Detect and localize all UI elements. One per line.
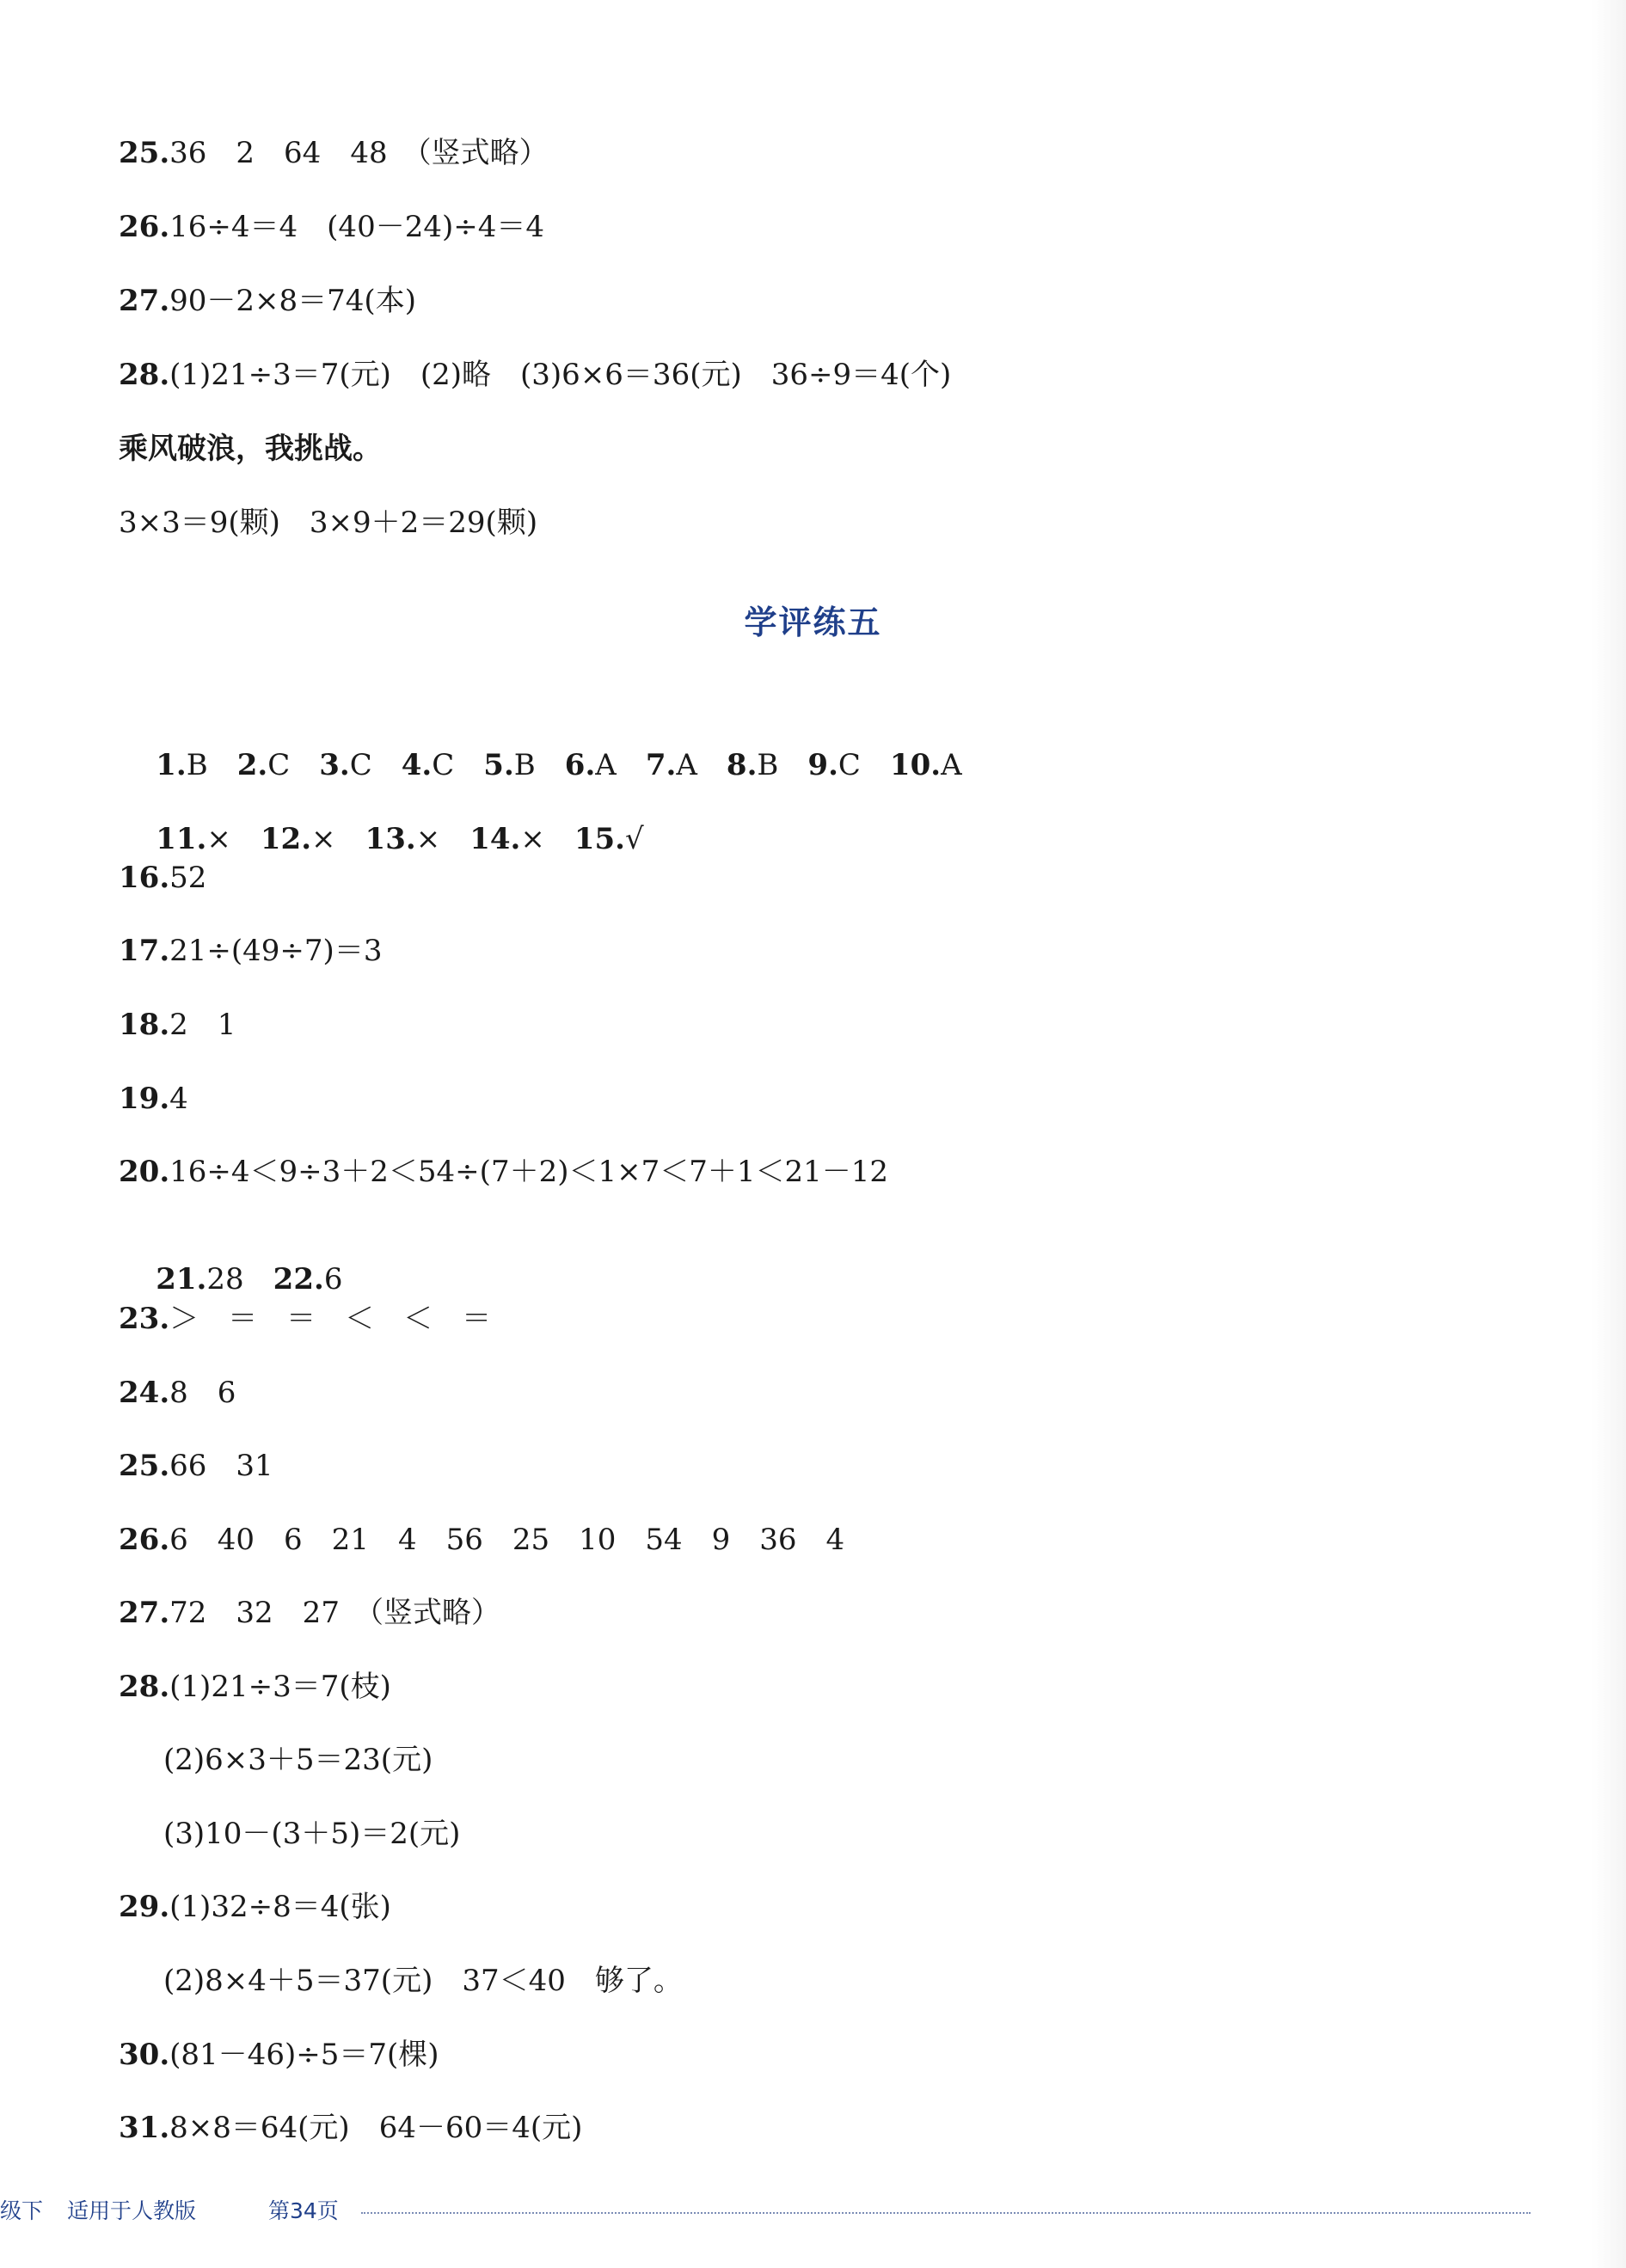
answer-text: C [838, 748, 890, 782]
answer-line [119, 1596, 500, 1630]
answer-text: C [349, 748, 402, 782]
answer-text: (3)10－(3＋5)＝2(元) [163, 1817, 461, 1851]
answer-text: 36 2 64 48 （竖式略） [169, 136, 549, 170]
question-number: 1. [156, 748, 187, 782]
answer-text: 90－2×8＝74(本) [169, 284, 416, 318]
answer-text: 4 [169, 1082, 188, 1116]
question-number: 6. [564, 748, 596, 782]
question-number: 20. [119, 1155, 170, 1189]
answer-line [119, 1008, 236, 1042]
answer-text: × [520, 822, 574, 856]
question-number: 17. [119, 934, 170, 968]
answer-line [119, 358, 951, 392]
question-number: 24. [119, 1376, 170, 1410]
question-number: 15. [574, 822, 626, 856]
question-number: 13. [365, 822, 416, 856]
question-number: 30. [119, 2038, 170, 2072]
answer-text: A [676, 748, 727, 782]
answer-text: B [757, 748, 808, 782]
question-number: 27. [119, 1596, 170, 1630]
answer-text: 66 31 [169, 1449, 273, 1483]
question-number: 10. [889, 748, 942, 782]
question-number: 28. [119, 358, 170, 392]
question-number: 5. [483, 748, 514, 782]
answer-text: × [206, 822, 261, 856]
question-number: 12. [260, 822, 312, 856]
question-number: 7. [645, 748, 677, 782]
question-number: 27. [119, 284, 170, 318]
answer-subline [163, 1743, 433, 1777]
challenge-answer: 3×3＝9(颗) 3×9＋2＝29(颗) [119, 506, 538, 540]
answer-text: B [186, 748, 237, 782]
answer-text: A [941, 748, 962, 782]
answer-text: A [595, 748, 646, 782]
answer-line [119, 1302, 491, 1336]
answer-text: (2)8×4＋5＝37(元) 37＜40 够了。 [163, 1964, 683, 1998]
answer-line [119, 1890, 391, 1924]
answer-text: C [432, 748, 484, 782]
answer-line [119, 1449, 273, 1483]
question-number: 18. [119, 1008, 170, 1042]
answer-text: × [415, 822, 470, 856]
answer-text: 72 32 27 （竖式略） [169, 1596, 500, 1630]
footer-edition: 适用于人教版 [67, 2198, 197, 2223]
answer-line [119, 861, 206, 895]
question-number: 2. [236, 748, 268, 782]
answer-line [119, 1155, 888, 1189]
answer-line [119, 1670, 391, 1704]
page-footer [0, 2194, 1626, 2228]
answer-text: 28 [206, 1262, 273, 1296]
answer-line [119, 136, 549, 170]
question-number: 4. [401, 748, 433, 782]
answer-line [119, 1376, 236, 1410]
answer-text: 6 [323, 1262, 343, 1296]
question-number: 23. [119, 1302, 170, 1336]
answer-line [119, 2038, 439, 2072]
answer-text: 8 6 [169, 1376, 236, 1410]
answer-text: (1)32÷8＝4(张) [169, 1890, 391, 1924]
footer-grade: 级下 [0, 2198, 44, 2223]
answer-text: (81－46)÷5＝7(棵) [169, 2038, 439, 2072]
answer-line [119, 2111, 582, 2145]
answer-text: ＞ ＝ ＝ ＜ ＜ ＝ [169, 1302, 492, 1336]
footer-page-number: 第34页 [268, 2198, 339, 2223]
question-number: 21. [156, 1262, 207, 1296]
question-number: 25. [119, 136, 170, 170]
answer-line [119, 284, 416, 318]
question-number: 3. [319, 748, 350, 782]
answer-subline [163, 1817, 460, 1851]
question-number: 16. [119, 861, 170, 895]
question-number: 11. [156, 822, 207, 856]
answer-text: 21÷(49÷7)＝3 [169, 934, 383, 968]
question-number: 25. [119, 1449, 170, 1483]
answer-text: 16÷4＜9÷3＋2＜54÷(7＋2)＜1×7＜7＋1＜21－12 [169, 1155, 889, 1189]
answer-text: 8×8＝64(元) 64－60＝4(元) [169, 2111, 583, 2145]
answer-text: √ [625, 822, 644, 856]
answer-text: 52 [169, 861, 207, 895]
answer-text: 2 1 [169, 1008, 236, 1042]
answer-text: × [311, 822, 365, 856]
answer-subline [163, 1964, 683, 1998]
question-number: 28. [119, 1670, 170, 1704]
question-number: 26. [119, 210, 170, 244]
section-title: 学评练五 [744, 604, 882, 641]
question-number: 9. [807, 748, 838, 782]
answer-text: 16÷4＝4 (40－24)÷4＝4 [169, 210, 544, 244]
challenge-heading: 乘风破浪，我挑战。 [119, 432, 382, 466]
page-edge-shadow [1592, 0, 1626, 2268]
answer-text: (1)21÷3＝7(元) (2)略 (3)6×6＝36(元) 36÷9＝4(个) [169, 358, 952, 392]
question-number: 14. [469, 822, 521, 856]
answer-text: B [513, 748, 565, 782]
answer-line [119, 934, 382, 968]
footer-dotted-rule [361, 2212, 1531, 2214]
answer-text: C [267, 748, 320, 782]
question-number: 31. [119, 2111, 170, 2145]
question-number: 26. [119, 1523, 170, 1557]
question-number: 8. [726, 748, 758, 782]
question-number: 19. [119, 1082, 170, 1116]
answer-text: 6 40 6 21 4 56 25 10 54 9 36 4 [169, 1523, 845, 1557]
question-number: 29. [119, 1890, 170, 1924]
answer-text: (1)21÷3＝7(枝) [169, 1670, 391, 1704]
answer-line [119, 1523, 844, 1557]
question-number: 22. [273, 1262, 324, 1296]
answer-text: (2)6×3＋5＝23(元) [163, 1743, 433, 1777]
answer-line [119, 210, 544, 244]
answer-line [119, 1082, 188, 1116]
